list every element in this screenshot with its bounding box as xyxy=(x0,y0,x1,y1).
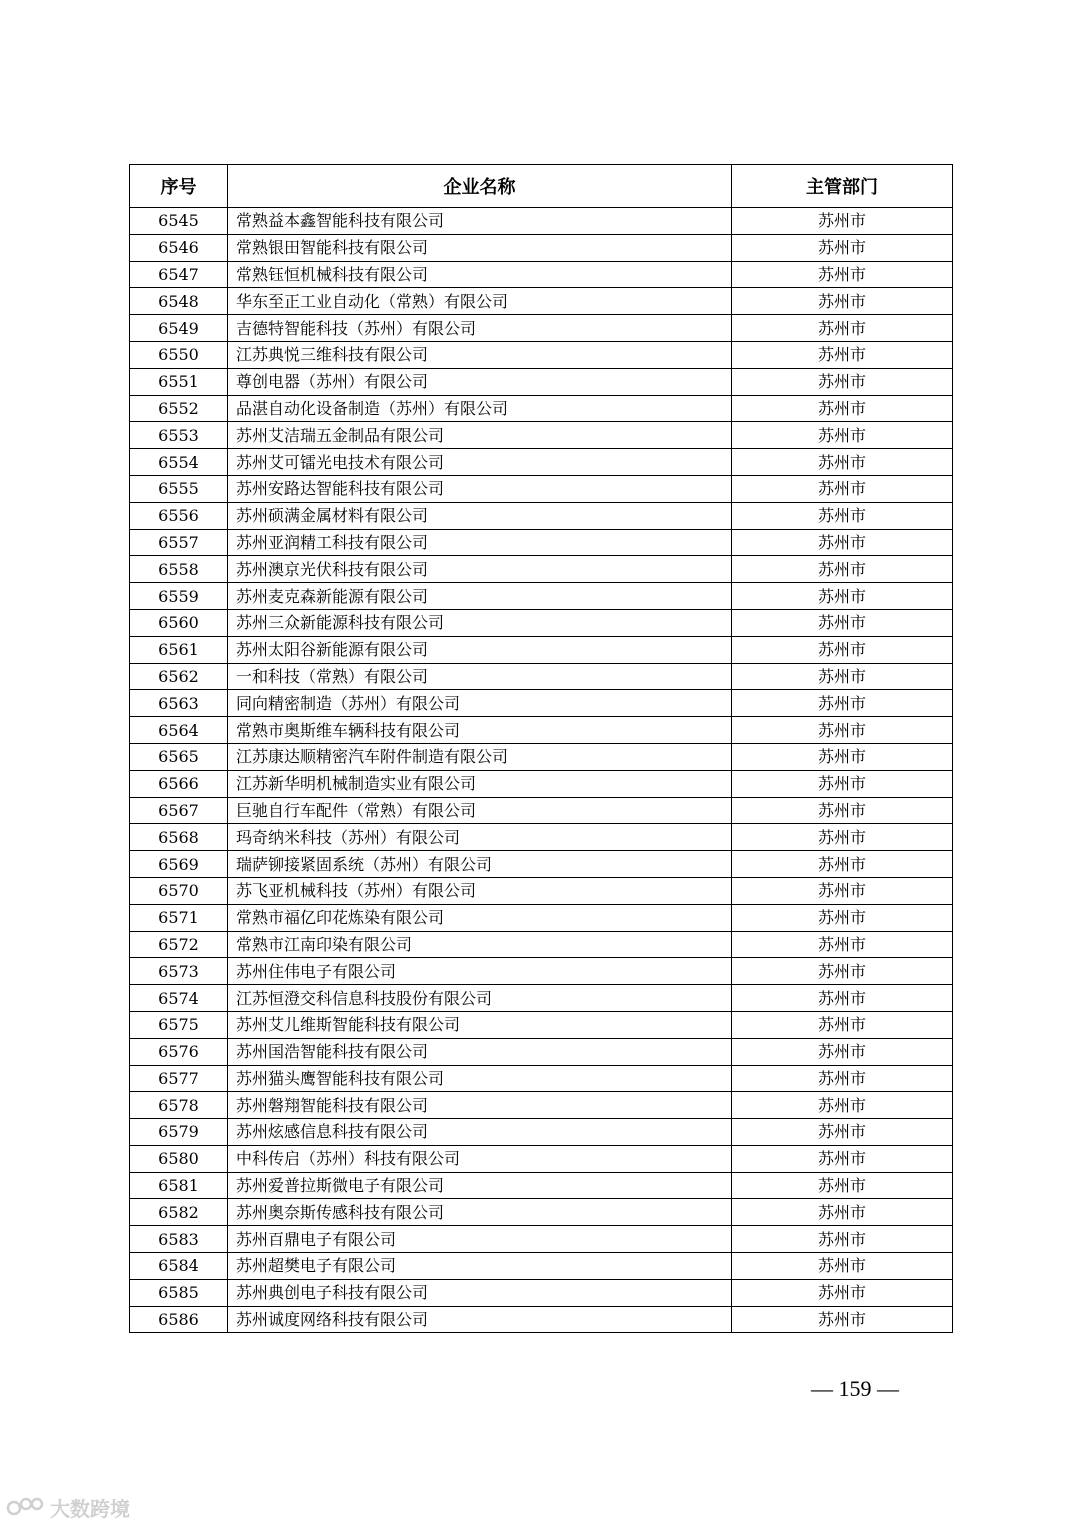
table-row xyxy=(130,475,953,502)
table-row xyxy=(130,583,953,610)
cell-company-name: 苏州百鼎电子有限公司 xyxy=(228,1226,732,1253)
cell-company-name: 苏州奥奈斯传感科技有限公司 xyxy=(228,1199,732,1226)
cell-company-name: 苏州艾洁瑞五金制品有限公司 xyxy=(228,422,732,449)
cell-serial-number: 6576 xyxy=(130,1038,228,1065)
cell-company-name: 常熟益本鑫智能科技有限公司 xyxy=(228,208,732,235)
cell-department: 苏州市 xyxy=(732,288,953,315)
cell-serial-number: 6555 xyxy=(130,475,228,502)
table-row xyxy=(130,341,953,368)
table-row xyxy=(130,368,953,395)
table-row xyxy=(130,743,953,770)
cell-serial-number: 6575 xyxy=(130,1011,228,1038)
table-row xyxy=(130,1011,953,1038)
cell-serial-number: 6567 xyxy=(130,797,228,824)
cell-serial-number: 6573 xyxy=(130,958,228,985)
cell-serial-number: 6552 xyxy=(130,395,228,422)
cell-serial-number: 6549 xyxy=(130,315,228,342)
cell-department: 苏州市 xyxy=(732,1092,953,1119)
cell-department: 苏州市 xyxy=(732,234,953,261)
cell-department: 苏州市 xyxy=(732,395,953,422)
cell-department: 苏州市 xyxy=(732,1172,953,1199)
cell-company-name: 中科传启（苏州）科技有限公司 xyxy=(228,1145,732,1172)
cell-department: 苏州市 xyxy=(732,985,953,1012)
cell-serial-number: 6554 xyxy=(130,449,228,476)
cell-serial-number: 6571 xyxy=(130,904,228,931)
table-row xyxy=(130,315,953,342)
header-department: 主管部门 xyxy=(732,165,953,208)
cell-department: 苏州市 xyxy=(732,529,953,556)
cell-company-name: 常熟市奥斯维车辆科技有限公司 xyxy=(228,717,732,744)
cell-serial-number: 6580 xyxy=(130,1145,228,1172)
table-row xyxy=(130,851,953,878)
table-row xyxy=(130,690,953,717)
table-row xyxy=(130,1065,953,1092)
table-row xyxy=(130,717,953,744)
cell-company-name: 常熟钰恒机械科技有限公司 xyxy=(228,261,732,288)
table-row xyxy=(130,1226,953,1253)
cell-department: 苏州市 xyxy=(732,422,953,449)
cell-department: 苏州市 xyxy=(732,851,953,878)
cell-company-name: 苏飞亚机械科技（苏州）有限公司 xyxy=(228,877,732,904)
table-row xyxy=(130,1172,953,1199)
cell-department: 苏州市 xyxy=(732,583,953,610)
watermark xyxy=(6,1492,130,1522)
table-row xyxy=(130,931,953,958)
cell-serial-number: 6577 xyxy=(130,1065,228,1092)
cell-serial-number: 6561 xyxy=(130,636,228,663)
table-row xyxy=(130,395,953,422)
cell-department: 苏州市 xyxy=(732,904,953,931)
cell-serial-number: 6559 xyxy=(130,583,228,610)
cell-company-name: 苏州麦克森新能源有限公司 xyxy=(228,583,732,610)
cell-department: 苏州市 xyxy=(732,1038,953,1065)
cell-serial-number: 6557 xyxy=(130,529,228,556)
cell-department: 苏州市 xyxy=(732,931,953,958)
table-row xyxy=(130,1038,953,1065)
table-row xyxy=(130,985,953,1012)
cell-company-name: 苏州诚度网络科技有限公司 xyxy=(228,1306,732,1333)
logo-icon xyxy=(6,1494,46,1520)
cell-department: 苏州市 xyxy=(732,1253,953,1280)
cell-serial-number: 6585 xyxy=(130,1279,228,1306)
table-row xyxy=(130,609,953,636)
cell-company-name: 常熟市江南印染有限公司 xyxy=(228,931,732,958)
table-row xyxy=(130,958,953,985)
table-row xyxy=(130,797,953,824)
cell-department: 苏州市 xyxy=(732,208,953,235)
cell-company-name: 瑞萨铆接紧固系统（苏州）有限公司 xyxy=(228,851,732,878)
table-row xyxy=(130,422,953,449)
table-row xyxy=(130,556,953,583)
table-row xyxy=(130,261,953,288)
table-row xyxy=(130,663,953,690)
cell-department: 苏州市 xyxy=(732,743,953,770)
cell-department: 苏州市 xyxy=(732,609,953,636)
cell-serial-number: 6546 xyxy=(130,234,228,261)
table-row xyxy=(130,1119,953,1146)
cell-department: 苏州市 xyxy=(732,315,953,342)
cell-serial-number: 6583 xyxy=(130,1226,228,1253)
table-row xyxy=(130,529,953,556)
cell-company-name: 华东至正工业自动化（常熟）有限公司 xyxy=(228,288,732,315)
cell-serial-number: 6547 xyxy=(130,261,228,288)
cell-department: 苏州市 xyxy=(732,690,953,717)
table-row xyxy=(130,234,953,261)
table-row xyxy=(130,824,953,851)
cell-serial-number: 6572 xyxy=(130,931,228,958)
header-company-name: 企业名称 xyxy=(228,165,732,208)
cell-serial-number: 6545 xyxy=(130,208,228,235)
cell-serial-number: 6562 xyxy=(130,663,228,690)
cell-company-name: 同向精密制造（苏州）有限公司 xyxy=(228,690,732,717)
cell-company-name: 苏州爱普拉斯微电子有限公司 xyxy=(228,1172,732,1199)
cell-company-name: 江苏新华明机械制造实业有限公司 xyxy=(228,770,732,797)
cell-department: 苏州市 xyxy=(732,770,953,797)
page-number: — 159 — xyxy=(811,1376,899,1401)
cell-serial-number: 6563 xyxy=(130,690,228,717)
cell-serial-number: 6581 xyxy=(130,1172,228,1199)
cell-company-name: 苏州猫头鹰智能科技有限公司 xyxy=(228,1065,732,1092)
table-row xyxy=(130,1145,953,1172)
cell-department: 苏州市 xyxy=(732,475,953,502)
cell-company-name: 苏州住伟电子有限公司 xyxy=(228,958,732,985)
cell-department: 苏州市 xyxy=(732,1199,953,1226)
cell-serial-number: 6582 xyxy=(130,1199,228,1226)
cell-company-name: 常熟市福亿印花炼染有限公司 xyxy=(228,904,732,931)
cell-department: 苏州市 xyxy=(732,1145,953,1172)
cell-department: 苏州市 xyxy=(732,261,953,288)
table-row xyxy=(130,877,953,904)
cell-department: 苏州市 xyxy=(732,1306,953,1333)
cell-company-name: 苏州澳京光伏科技有限公司 xyxy=(228,556,732,583)
cell-company-name: 巨驰自行车配件（常熟）有限公司 xyxy=(228,797,732,824)
cell-serial-number: 6548 xyxy=(130,288,228,315)
table-row xyxy=(130,636,953,663)
cell-company-name: 苏州艾儿维斯智能科技有限公司 xyxy=(228,1011,732,1038)
table-header-row xyxy=(130,165,953,208)
cell-company-name: 一和科技（常熟）有限公司 xyxy=(228,663,732,690)
cell-department: 苏州市 xyxy=(732,877,953,904)
cell-serial-number: 6568 xyxy=(130,824,228,851)
table-row xyxy=(130,502,953,529)
cell-department: 苏州市 xyxy=(732,1226,953,1253)
cell-department: 苏州市 xyxy=(732,449,953,476)
cell-serial-number: 6556 xyxy=(130,502,228,529)
cell-department: 苏州市 xyxy=(732,824,953,851)
cell-serial-number: 6550 xyxy=(130,341,228,368)
table-row xyxy=(130,288,953,315)
cell-serial-number: 6578 xyxy=(130,1092,228,1119)
cell-company-name: 江苏典悦三维科技有限公司 xyxy=(228,341,732,368)
cell-company-name: 苏州典创电子科技有限公司 xyxy=(228,1279,732,1306)
cell-serial-number: 6565 xyxy=(130,743,228,770)
cell-serial-number: 6564 xyxy=(130,717,228,744)
cell-serial-number: 6579 xyxy=(130,1119,228,1146)
cell-company-name: 苏州炫感信息科技有限公司 xyxy=(228,1119,732,1146)
enterprise-table xyxy=(129,164,953,1333)
cell-serial-number: 6570 xyxy=(130,877,228,904)
cell-company-name: 苏州超樊电子有限公司 xyxy=(228,1253,732,1280)
cell-serial-number: 6551 xyxy=(130,368,228,395)
header-serial-number: 序号 xyxy=(130,165,228,208)
cell-serial-number: 6569 xyxy=(130,851,228,878)
cell-department: 苏州市 xyxy=(732,556,953,583)
cell-serial-number: 6566 xyxy=(130,770,228,797)
cell-company-name: 江苏恒澄交科信息科技股份有限公司 xyxy=(228,985,732,1012)
table-row xyxy=(130,1306,953,1333)
cell-company-name: 品湛自动化设备制造（苏州）有限公司 xyxy=(228,395,732,422)
cell-company-name: 常熟银田智能科技有限公司 xyxy=(228,234,732,261)
cell-department: 苏州市 xyxy=(732,368,953,395)
table-row xyxy=(130,1279,953,1306)
cell-company-name: 江苏康达顺精密汽车附件制造有限公司 xyxy=(228,743,732,770)
cell-department: 苏州市 xyxy=(732,502,953,529)
cell-department: 苏州市 xyxy=(732,1279,953,1306)
cell-serial-number: 6574 xyxy=(130,985,228,1012)
table-body xyxy=(130,208,953,1333)
cell-department: 苏州市 xyxy=(732,663,953,690)
cell-department: 苏州市 xyxy=(732,797,953,824)
cell-serial-number: 6584 xyxy=(130,1253,228,1280)
cell-company-name: 苏州亚润精工科技有限公司 xyxy=(228,529,732,556)
table-row xyxy=(130,208,953,235)
table-row xyxy=(130,1199,953,1226)
cell-company-name: 苏州硕满金属材料有限公司 xyxy=(228,502,732,529)
cell-serial-number: 6558 xyxy=(130,556,228,583)
table-row xyxy=(130,1253,953,1280)
table-row xyxy=(130,770,953,797)
cell-department: 苏州市 xyxy=(732,1011,953,1038)
table-row xyxy=(130,904,953,931)
table-row xyxy=(130,1092,953,1119)
cell-company-name: 苏州太阳谷新能源有限公司 xyxy=(228,636,732,663)
cell-company-name: 苏州三众新能源科技有限公司 xyxy=(228,609,732,636)
cell-serial-number: 6553 xyxy=(130,422,228,449)
cell-company-name: 苏州安路达智能科技有限公司 xyxy=(228,475,732,502)
cell-serial-number: 6560 xyxy=(130,609,228,636)
cell-company-name: 苏州磐翔智能科技有限公司 xyxy=(228,1092,732,1119)
cell-department: 苏州市 xyxy=(732,1119,953,1146)
cell-serial-number: 6586 xyxy=(130,1306,228,1333)
watermark-text: 大数跨境 xyxy=(50,1496,130,1521)
table-row xyxy=(130,449,953,476)
cell-department: 苏州市 xyxy=(732,636,953,663)
cell-company-name: 吉德特智能科技（苏州）有限公司 xyxy=(228,315,732,342)
cell-company-name: 苏州艾可镭光电技术有限公司 xyxy=(228,449,732,476)
cell-department: 苏州市 xyxy=(732,341,953,368)
cell-company-name: 苏州国浩智能科技有限公司 xyxy=(228,1038,732,1065)
cell-department: 苏州市 xyxy=(732,717,953,744)
cell-department: 苏州市 xyxy=(732,1065,953,1092)
cell-company-name: 尊创电器（苏州）有限公司 xyxy=(228,368,732,395)
cell-department: 苏州市 xyxy=(732,958,953,985)
cell-company-name: 玛奇纳米科技（苏州）有限公司 xyxy=(228,824,732,851)
